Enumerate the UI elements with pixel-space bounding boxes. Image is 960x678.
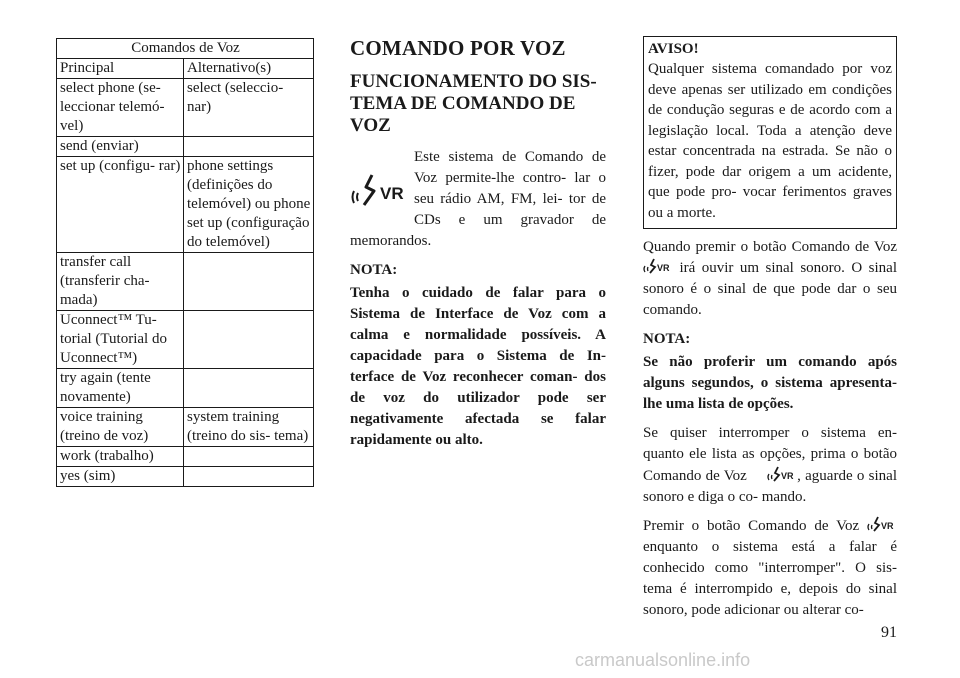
command-main: yes (sim) [57, 467, 184, 487]
table-row [57, 157, 314, 253]
warning-box [643, 36, 897, 229]
command-main: transfer call (transferir cha- mada) [57, 253, 184, 311]
paragraph-barge-in [643, 516, 897, 621]
svg-text:VR: VR [657, 263, 670, 273]
table-row [57, 311, 314, 369]
note-text: Tenha o cuidado de falar para o Sistema de Interface de Voz com a calma e normalidade possíveis. A capacidade para o Sistema de In- terface de Voz reconhecer coman- dos de voz do utilizador pode ser negativamente afectada se falar rapidamente ou alto. [350, 285, 606, 448]
page-title: COMANDO POR VOZ [350, 36, 566, 60]
paragraph-interrupt-start: Se quiser interromper o sistema en- quanto ele lista as opções, prima o botão Comando de Voz [643, 425, 897, 484]
paragraph-interrupt [643, 423, 897, 508]
table-row [57, 447, 314, 467]
command-main: try again (tente novamente) [57, 369, 184, 408]
voice-recognition-icon [751, 465, 797, 483]
command-main: Uconnect™ Tu- torial (Tutorial do Uconnect™) [57, 311, 184, 369]
voice-recognition-icon [350, 171, 410, 211]
note-text-right: Se não proferir um comando após alguns segundos, o sistema apresenta-lhe uma lista de opções. [643, 354, 897, 412]
table-row [57, 79, 314, 137]
note-label: NOTA: [350, 262, 398, 278]
command-alternative [184, 253, 314, 311]
svg-text:VR: VR [781, 471, 794, 481]
warning-title: AVISO! [648, 41, 699, 57]
command-alternative [184, 311, 314, 369]
section-subtitle: FUNCIONAMENTO DO SIS- TEMA DE COMANDO DE VOZ [350, 71, 597, 136]
column-header-main: Principal [57, 59, 184, 79]
command-alternative: system training (treino do sis- tema) [184, 408, 314, 447]
table-caption: Comandos de Voz [57, 39, 314, 59]
command-main: select phone (se- leccionar telemó- vel) [57, 79, 184, 137]
warning-text: Qualquer sistema comandado por voz deve apenas ser utilizado em condições de condução seguras e de acordo com a legislação local. Toda a atenção deve estar concentrada na estrada. Se não o fizer, pode dar origem a um acidente, que pode pro- vocar ferimentos graves ou a morte. [648, 61, 892, 221]
voice-commands-table [56, 38, 314, 487]
command-main: set up (configu- rar) [57, 157, 184, 253]
voice-commands-table-section [56, 38, 314, 487]
table-row [57, 137, 314, 157]
table-row [57, 369, 314, 408]
svg-text:VR: VR [380, 184, 404, 203]
table-row [57, 467, 314, 487]
command-alternative: phone settings (definições do telemóvel) ou phone set up (configuração do telemóvel) [184, 157, 314, 253]
paragraph-beep-start: Quando premir o botão Comando de Voz [643, 239, 897, 255]
intro-paragraph: Este sistema de Comando de Voz permite-lhe contro- lar o seu rádio AM, FM, lei- tor de CDs e um gravador de memorandos. [350, 149, 606, 249]
table-row [57, 408, 314, 447]
command-alternative [184, 447, 314, 467]
command-main: voice training (treino de voz) [57, 408, 184, 447]
command-alternative [184, 467, 314, 487]
command-alternative: select (seleccio- nar) [184, 79, 314, 137]
command-main: work (trabalho) [57, 447, 184, 467]
page-number: 91 [881, 624, 897, 641]
command-alternative [184, 137, 314, 157]
right-column [643, 36, 897, 621]
paragraph-barge-in-end: enquanto o sistema está a falar é conhecido como "interromper". O sis- tema é interrompido e, depois do sinal sonoro, pode adicionar ou alterar co- [643, 539, 897, 618]
middle-column [350, 36, 606, 451]
watermark: carmanualsonline.info [575, 650, 751, 670]
paragraph-barge-in-start: Premir o botão Comando de Voz [643, 518, 860, 534]
command-main: send (enviar) [57, 137, 184, 157]
intro-block [350, 147, 606, 252]
paragraph-beep-end: irá ouvir um sinal sonoro. O sinal sonoro é o sinal de que pode dar o seu comando. [643, 260, 897, 318]
voice-recognition-icon [643, 258, 673, 274]
voice-recognition-icon [867, 516, 897, 532]
column-header-alt: Alternativo(s) [184, 59, 314, 79]
paragraph-beep [643, 237, 897, 321]
table-row [57, 253, 314, 311]
table-body [57, 79, 314, 487]
command-alternative [184, 369, 314, 408]
svg-text:VR: VR [881, 521, 894, 531]
paragraph-interrupt-end: , aguarde o sinal sonoro e diga o co- mando. [643, 468, 897, 505]
note-label-right: NOTA: [643, 331, 691, 347]
